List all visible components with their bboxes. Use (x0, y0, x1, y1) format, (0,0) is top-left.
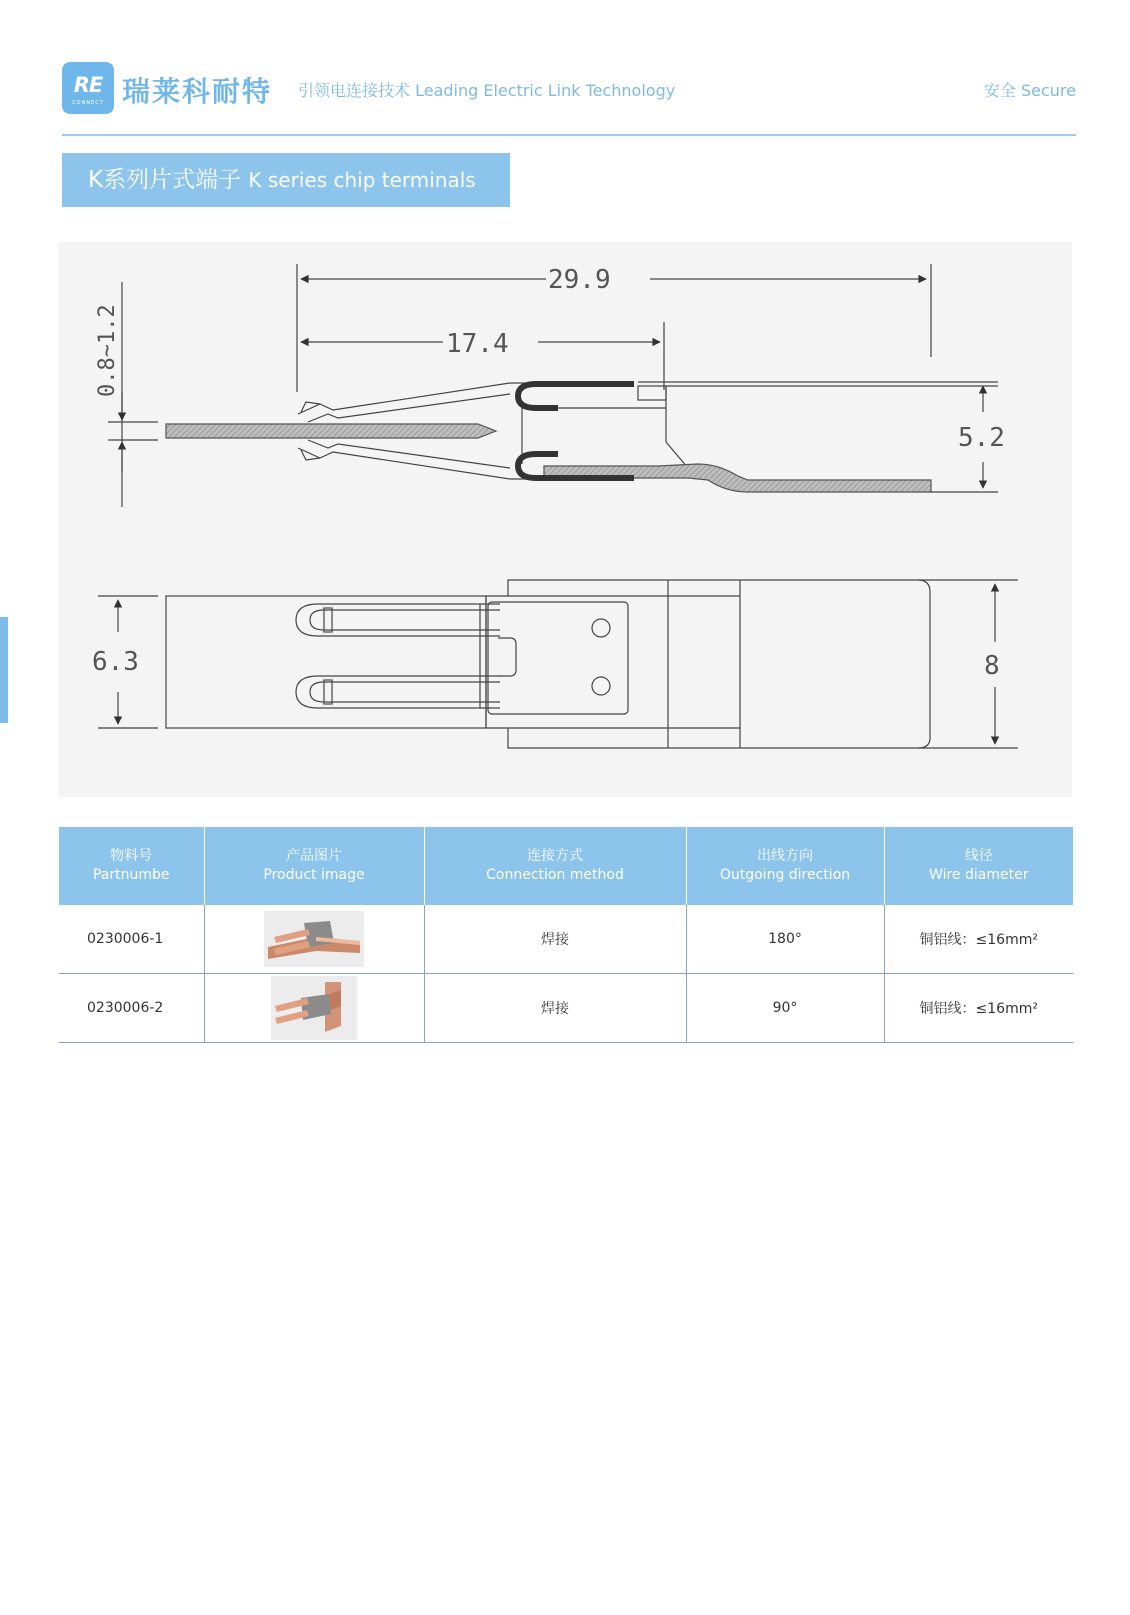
cell-connection-method: 焊接 (424, 974, 686, 1043)
spring-tip (301, 450, 320, 460)
table-row (59, 974, 1073, 1043)
body-step (638, 386, 666, 400)
logo-text: RE (73, 73, 103, 97)
terminal-180-photo (264, 911, 364, 967)
tagline: 引领电连接技术 Leading Electric Link Technology (298, 81, 676, 100)
terminal-90-photo (271, 976, 357, 1040)
dim-label-slot: 6.3 (92, 647, 139, 677)
header-outgoing-direction: 出线方向 Outgoing direction (686, 827, 884, 905)
header-partnumber: 物料号 Partnumbe (59, 827, 204, 905)
contact-plate (488, 602, 628, 714)
spec-table (59, 827, 1073, 1043)
logo-subtext: CONNECT (72, 100, 104, 106)
header-divider (62, 134, 1076, 136)
cell-wire-diameter: 铜铝线：≤16mm² (884, 974, 1073, 1043)
page-title (62, 153, 510, 207)
cell-partnumber: 0230006-2 (59, 974, 204, 1043)
header-wire-diameter: 线径 Wire diameter (884, 827, 1073, 905)
top-view (98, 580, 1018, 748)
terminal-body (486, 580, 930, 748)
finger-tab (324, 680, 332, 704)
dim-label-thickness: 0.8~1.2 (95, 304, 120, 397)
brand-name: 瑞莱科耐特 (122, 75, 273, 108)
spring-finger (296, 676, 500, 708)
spring-finger (310, 610, 500, 630)
section-label: 安全 Secure (983, 81, 1076, 100)
table-row (59, 905, 1073, 974)
cell-wire-diameter: 铜铝线：≤16mm² (884, 905, 1073, 974)
cell-connection-method: 焊接 (424, 905, 686, 974)
company-logo (62, 62, 114, 114)
cell-product-image (204, 974, 424, 1043)
finger-bridge (498, 638, 516, 676)
header-connection-method: 连接方式 Connection method (424, 827, 686, 905)
technical-drawing (58, 242, 1072, 797)
cell-partnumber: 0230006-1 (59, 905, 204, 974)
chip-plate (166, 424, 496, 438)
dim-label-height: 5.2 (958, 423, 1005, 453)
dim-label-contact: 17.4 (446, 329, 509, 359)
clip-upper (518, 384, 634, 408)
dim-label-width: 8 (984, 651, 1000, 681)
header-product-image: 产品图片 Product image (204, 827, 424, 905)
cell-product-image (204, 905, 424, 974)
rivet-hole (592, 619, 610, 637)
spring-finger (310, 682, 500, 702)
spring-finger (296, 604, 500, 636)
side-tab-marker (0, 617, 8, 723)
table-header-row (59, 827, 1073, 905)
spring-arm-upper (298, 383, 530, 414)
cell-outgoing-direction: 90° (686, 974, 884, 1043)
cell-outgoing-direction: 180° (686, 905, 884, 974)
spring-tip (301, 402, 320, 412)
finger-tab (324, 608, 332, 632)
spring-arm-lower (298, 448, 530, 479)
rivet-hole (592, 677, 610, 695)
dim-label-total: 29.9 (548, 265, 611, 295)
title-en: K series chip terminals (248, 168, 476, 192)
side-view (108, 264, 998, 507)
title-cn: K系列片式端子 (88, 167, 242, 193)
